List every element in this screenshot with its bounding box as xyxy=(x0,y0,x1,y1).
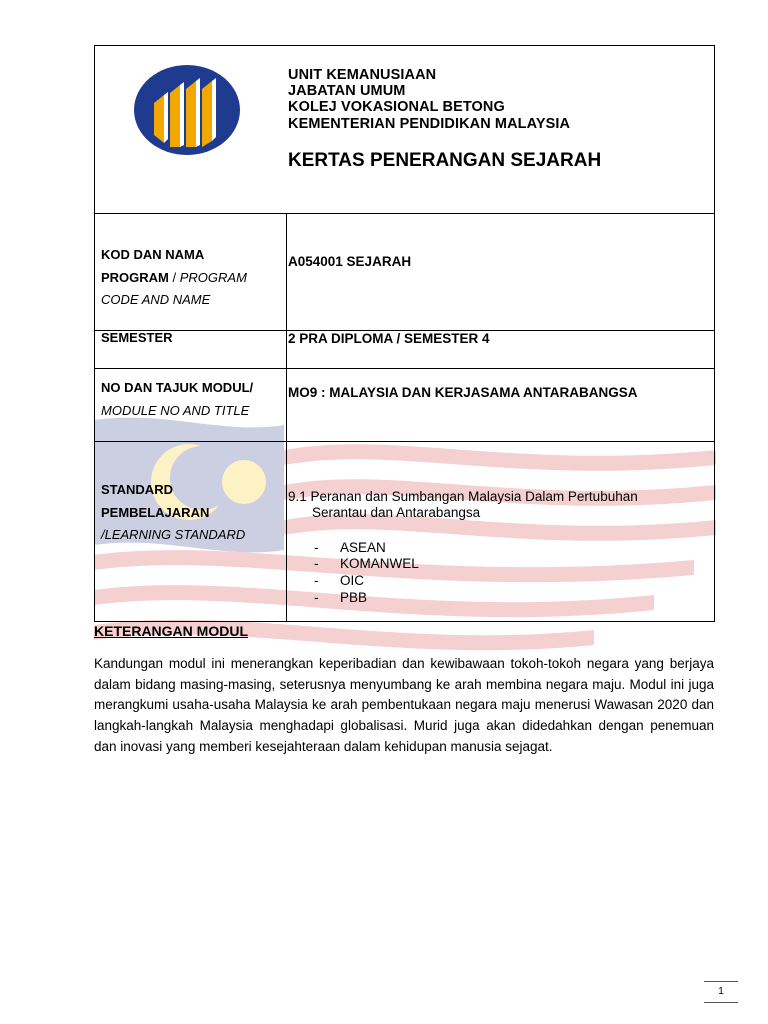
program-label xyxy=(101,244,247,312)
table-divider xyxy=(94,368,715,369)
standard-label-bold: STANDARD xyxy=(101,482,173,497)
semester-value: 2 PRA DIPLOMA / SEMESTER 4 xyxy=(288,331,490,346)
table-divider xyxy=(94,441,715,442)
standard-label xyxy=(101,479,245,547)
table-column-divider xyxy=(286,213,287,622)
list-item: - PBB xyxy=(314,590,368,605)
list-item: - KOMANWEL xyxy=(314,556,419,571)
list-item: - OIC xyxy=(314,573,365,588)
section-title: KETERANGAN MODUL xyxy=(94,623,248,639)
list-item: - ASEAN xyxy=(314,540,386,555)
table-divider xyxy=(94,213,715,214)
semester-label xyxy=(101,327,173,350)
module-label-bold: NO DAN TAJUK MODUL/ xyxy=(101,380,254,395)
standard-value-line-2: Serantau dan Antarabangsa xyxy=(312,505,481,520)
semester-label-text: SEMESTER xyxy=(101,330,173,345)
page-number: 1 xyxy=(704,981,738,997)
header-line-2: JABATAN UMUM xyxy=(288,83,406,99)
module-label xyxy=(101,377,253,422)
page-number-rule xyxy=(704,1002,738,1003)
standard-label-italic: /LEARNING STANDARD xyxy=(101,527,246,542)
module-value: MO9 : MALAYSIA DAN KERJASAMA ANTARABANGSA xyxy=(288,385,638,400)
header-line-3: KOLEJ VOKASIONAL BETONG xyxy=(288,99,505,115)
program-label-italic: PROGRAM xyxy=(179,269,247,285)
program-label-bold: KOD DAN NAMA xyxy=(101,247,205,262)
ministry-logo-icon xyxy=(134,65,240,155)
standard-value xyxy=(288,489,638,521)
program-label-sep: / xyxy=(168,269,180,285)
program-label-italic-2: CODE AND NAME xyxy=(101,292,211,307)
standard-value-line-1: 9.1 Peranan dan Sumbangan Malaysia Dalam Pertubuhan xyxy=(288,489,638,504)
standard-label-bold-2: PEMBELAJARAN xyxy=(101,504,210,520)
program-value: A054001 SEJARAH xyxy=(288,254,412,269)
header-line-1: UNIT KEMANUSIAAN xyxy=(288,67,437,83)
section-paragraph: Kandungan modul ini menerangkan keperibadian dan kewibawaan tokoh-tokoh negara yang berjaya dalam bidang masing-masing, seterusnya menyumbang ke arah membina negara maju. Modul ini juga merangkumi usaha-usaha Malaysia ke arah pembentukaan negara maju menerusi Wawasan 2020 dan langkah-langkah Malaysia menghadapi globalisasi. Murid juga akan didedahkan dengan penemuan dan inovasi yang memberi kesejahteraan dalam kehidupan manusia sejagat. xyxy=(94,656,714,754)
document-title: KERTAS PENERANGAN SEJARAH xyxy=(288,150,602,171)
program-label-bold-2: PROGRAM xyxy=(101,269,169,285)
header-line-4: KEMENTERIAN PENDIDIKAN MALAYSIA xyxy=(288,116,571,132)
module-label-italic: MODULE NO AND TITLE xyxy=(101,402,250,418)
